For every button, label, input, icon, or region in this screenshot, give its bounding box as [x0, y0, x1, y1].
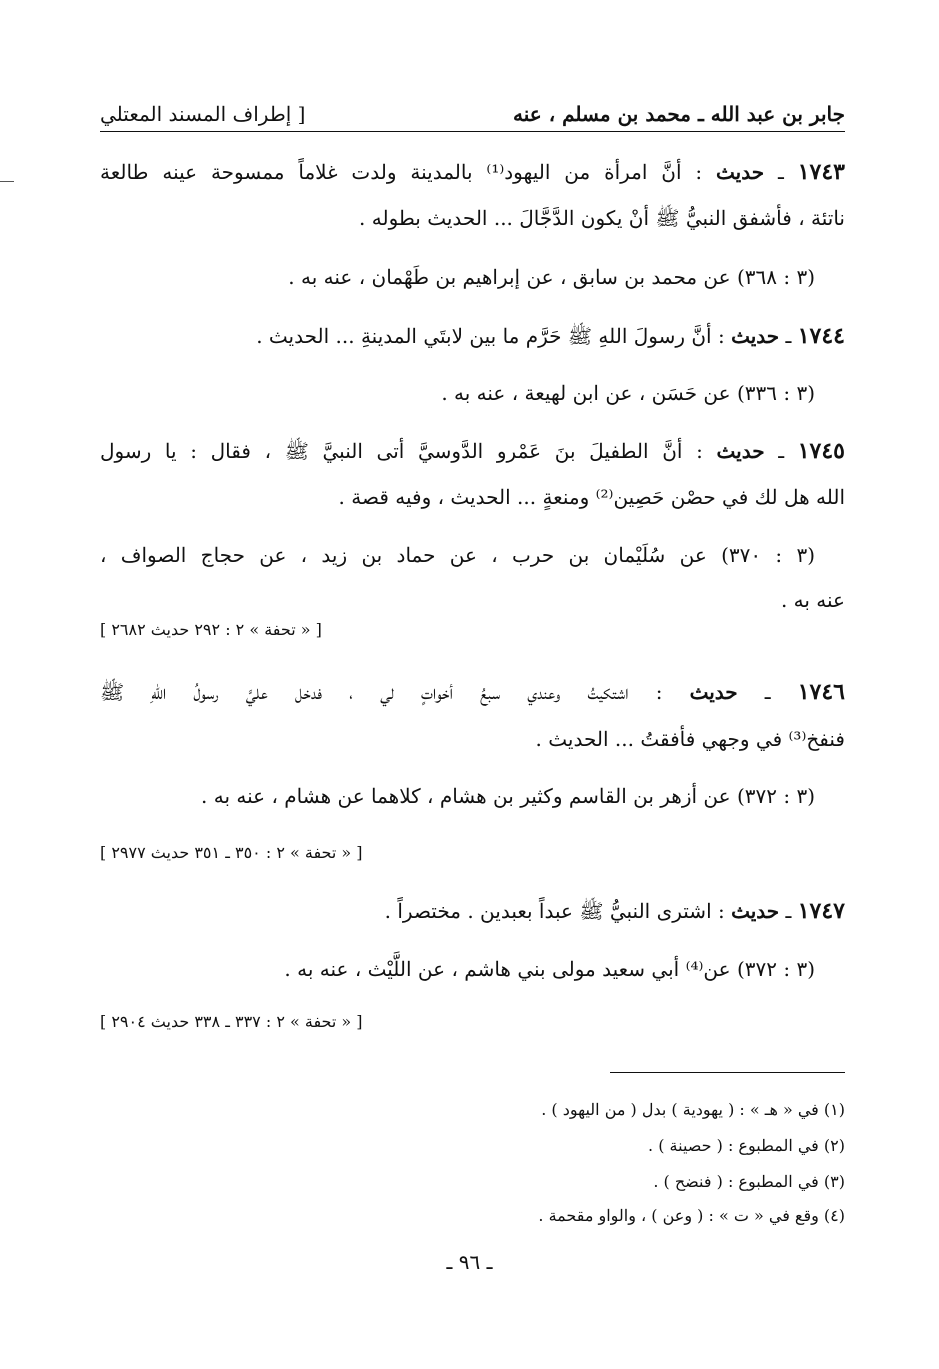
entry-number: ١٧٤٤ [797, 323, 845, 349]
entry-number: ١٧٤٣ [797, 159, 845, 185]
entry-text: : أنَّ الطفيلَ بنَ عَمْرو الدَّوسيَّ أتى النبيَّ ﷺ ، فقال : يا رسول [100, 439, 717, 463]
entry-1745-line-2: الله هل لك في حصْن حَصِين⁽²⁾ ومنعةٍ ... الحديث ، وفيه قصة . [338, 485, 845, 509]
entry-text: : اشتكيتُ وعندي سبعُ أخواتٍ لي ، فدخل عليَّ رسولُ اللهِ ﷺ [100, 680, 690, 704]
tuhfa-reference: [ « تحفة » ٢ : ٣٣٧ ـ ٣٣٨ حديث ٢٩٠٤ ] [100, 1012, 363, 1031]
entry-chain-text: (٣ : ٣٧٢) عن⁽⁴⁾ أبي سعيد مولى بني هاشم ، عن اللَّيْث ، عنه به . [284, 957, 815, 981]
entry-1747-chain [100, 954, 845, 984]
entry-1745-chain: (٣ : ٣٧٠) عن سُلَيْمان بن حرب ، عن حماد بن زيد ، عن حجاج الصواف ، [100, 543, 815, 567]
entry-keyword: حديث [731, 899, 780, 923]
footnote-1: (١) في « هـ » : ( يهودية ) بدل ( من اليهود ) . [541, 1100, 845, 1119]
footnote-2: (٢) في المطبوع : ( حصينة ) . [648, 1136, 845, 1155]
entry-1747-line-1: ١٧٤٧ ـ حديث : اشترى النبيُّ ﷺ عبداً بعبدين . مختصراً . [384, 898, 845, 924]
entry-1743-line-1: ١٧٤٣ ـ حديث : أنَّ امرأة من اليهود⁽¹⁾ بالمدينة ولدت غلاماً ممسوحة عينه طالعة [100, 159, 845, 185]
entry-text: : أنَّ امرأة من اليهود⁽¹⁾ بالمدينة ولدت غلاماً ممسوحة عينه طالعة [100, 160, 717, 184]
running-header [100, 96, 845, 132]
header-book-name: [ إطراف المسند المعتلي [100, 102, 306, 126]
entry-1744-chain [100, 378, 845, 408]
footnote-4: (٤) وقع في « ت » : ( وعن ) ، والواو مقحمة . [538, 1206, 845, 1225]
entry-1746-line-1: ١٧٤٦ ـ حديث : اشتكيتُ وعندي سبعُ أخواتٍ لي ، فدخل عليَّ رسولُ اللهِ ﷺ [100, 679, 845, 705]
entry-1746-line-2: فنفخ⁽³⁾ في وجهي فأفقتُ ... الحديث . [535, 727, 845, 751]
entry-keyword: حديث [689, 680, 738, 704]
entry-1744-line-1: ١٧٤٤ ـ حديث : أنَّ رسولَ اللهِ ﷺ حَرَّم ما بين لابتَي المدينةِ ... الحديث . [256, 323, 845, 349]
entry-chain-text: (٣ : ٣٣٦) عن حَسَن ، عن ابن لهيعة ، عنه به . [441, 381, 815, 405]
entry-keyword: حديث [731, 324, 780, 348]
entry-1745-chain-continued: عنه به . [780, 588, 845, 612]
entry-number: ١٧٤٦ [797, 679, 845, 705]
footnote-rule [610, 1072, 845, 1073]
entry-keyword: حديث [716, 160, 765, 184]
entry-chain-text: (٣ : ٣٧٢) عن أزهر بن القاسم وكثير بن هشام ، كلاهما عن هشام ، عنه به . [201, 784, 815, 808]
entry-text: : اشترى النبيُّ ﷺ عبداً بعبدين . مختصراً . [384, 899, 732, 923]
header-rule [100, 131, 845, 132]
entry-number: ١٧٤٧ [797, 898, 845, 924]
page-number: ـ ٩٦ ـ [446, 1250, 493, 1274]
entry-1745-line-1: ١٧٤٥ ـ حديث : أنَّ الطفيلَ بنَ عَمْرو الدَّوسيَّ أتى النبيَّ ﷺ ، فقال : يا رسول [100, 438, 845, 464]
entry-keyword: حديث [716, 439, 765, 463]
entry-1746-chain [100, 781, 845, 811]
margin-mark [0, 181, 14, 182]
tuhfa-reference: [ « تحفة » ٢ : ٢٩٢ حديث ٢٦٨٢ ] [100, 620, 322, 639]
entry-1743-line-2: ناتئة ، فأشفق النبيُّ ﷺ أنْ يكون الدَّجَّالَ ... الحديث بطوله . [359, 206, 845, 230]
entry-1743-chain: (٣ : ٣٦٨) عن محمد بن سابق ، عن إبراهيم بن طَهْمان ، عنه به . [288, 265, 815, 289]
footnote-3: (٣) في المطبوع : ( فنضح ) . [653, 1172, 845, 1191]
entry-text: : أنَّ رسولَ اللهِ ﷺ حَرَّم ما بين لابتَي المدينةِ ... الحديث . [256, 324, 732, 348]
header-title: جابر بن عبد الله ـ محمد بن مسلم ، عنه [513, 102, 845, 126]
tuhfa-reference: [ « تحفة » ٢ : ٣٥٠ ـ ٣٥١ حديث ٢٩٧٧ ] [100, 843, 363, 862]
entry-number: ١٧٤٥ [797, 438, 845, 464]
